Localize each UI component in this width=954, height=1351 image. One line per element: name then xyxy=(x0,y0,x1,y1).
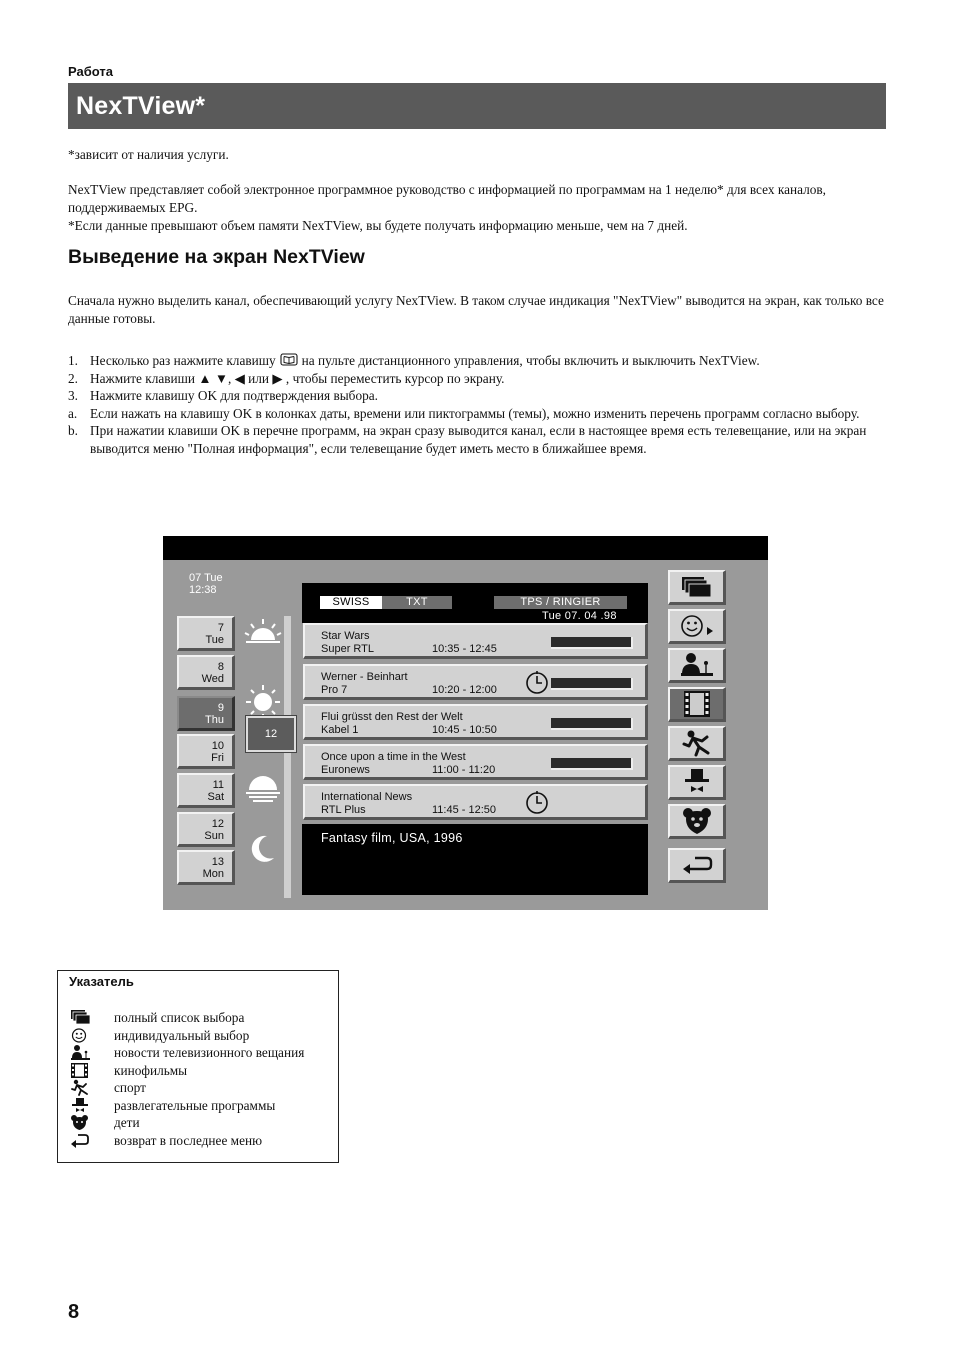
tab-provider[interactable]: TPS / RINGIER xyxy=(494,596,627,609)
sunset-icon[interactable] xyxy=(243,774,283,806)
step-2: 2. Нажмите клавиши ▲ ▼, ◀ или ▶ , чтобы переместить курсор по экрану. xyxy=(68,370,505,386)
magician-hat-icon xyxy=(70,1097,92,1114)
programme-row[interactable]: Star Wars Super RTL 10:35 - 12:45 xyxy=(303,623,648,659)
category-children[interactable] xyxy=(668,804,726,839)
legend-box xyxy=(57,970,339,1163)
progress-bar xyxy=(551,678,633,690)
steps-list xyxy=(68,352,886,457)
legend-item: возврат в последнее меню xyxy=(58,1132,338,1150)
legend-item: спорт xyxy=(58,1079,338,1097)
time-scrollbar[interactable] xyxy=(284,616,291,898)
current-clock: 07 Tue 12:38 xyxy=(189,572,223,596)
page-number: 8 xyxy=(68,1301,80,1323)
category-news[interactable] xyxy=(668,648,726,683)
category-entertainment[interactable] xyxy=(668,765,726,800)
screen-top-bar xyxy=(163,536,768,560)
header-date: Tue 07. 04 .98 xyxy=(542,610,617,622)
legend-item: новости телевизионного вещания xyxy=(58,1044,338,1062)
legend-item: кинофильмы xyxy=(58,1062,338,1080)
timer-clock-icon xyxy=(525,791,549,815)
programme-row[interactable]: Flui grüsst den Rest der Welt Kabel 1 10:45 - 10:50 xyxy=(303,704,648,740)
programme-list-header xyxy=(302,583,648,623)
news-presenter-icon xyxy=(680,652,714,678)
sun-icon[interactable] xyxy=(243,684,283,720)
substep-a: a. Если нажать на клавишу OK в колонках даты, времени или пиктограммы (темы), можно изменить перечень программ согласно выбору. xyxy=(68,405,860,421)
intro-note: *зависит от наличия услуги. xyxy=(68,147,229,162)
smiley-icon xyxy=(679,613,715,639)
day-button-8[interactable]: 8 Wed xyxy=(177,655,235,690)
substep-b: b. При нажатии клавиши OK в перечне программ, на экран сразу выводится канал, если в настоящее время есть телевещание, или на экран выводится меню "Полная информация", если телевещание будет иметь место в ближайшее время. xyxy=(68,423,867,456)
progress-bar xyxy=(551,758,633,770)
legend-item: развлегательные программы xyxy=(58,1097,338,1115)
sunrise-icon[interactable] xyxy=(243,618,283,644)
category-movies[interactable] xyxy=(668,687,726,722)
day-button-10[interactable]: 10 Fri xyxy=(177,734,235,769)
section-label: Работа xyxy=(68,64,113,79)
time-selector[interactable]: 12 xyxy=(246,716,296,752)
full-list-icon xyxy=(70,1009,92,1026)
programme-row[interactable]: Werner - Beinhart Pro 7 10:20 - 12:00 xyxy=(303,664,648,700)
return-arrow-icon xyxy=(681,854,713,876)
legend-item: индивидуальный выбор xyxy=(58,1027,338,1045)
film-icon xyxy=(682,690,712,718)
full-list-icon xyxy=(681,576,713,598)
sport-runner-icon xyxy=(682,729,712,757)
day-button-7[interactable]: 7 Tue xyxy=(177,616,235,651)
progress-bar xyxy=(551,637,633,649)
news-presenter-icon xyxy=(70,1044,92,1061)
back-button[interactable] xyxy=(668,848,726,883)
nextview-screen xyxy=(163,536,768,910)
tab-txt[interactable]: TXT xyxy=(382,596,452,609)
intro-description: NexTView представляет собой электронное программное руководство с информацией по программам на 1 неделю* для всех каналов, поддерживаемых EPG. xyxy=(68,182,827,215)
category-sport[interactable] xyxy=(668,726,726,761)
legend-item: полный список выбора xyxy=(58,1009,338,1027)
day-button-13[interactable]: 13 Mon xyxy=(177,850,235,885)
category-full-list[interactable] xyxy=(668,570,726,605)
teddy-bear-icon xyxy=(682,807,712,835)
programme-row[interactable]: Once upon a time in the West Euronews 11:00 - 11:20 xyxy=(303,744,648,780)
section-heading: Выведение на экран NexTView xyxy=(68,246,365,268)
programme-description: Fantasy film, USA, 1996 xyxy=(302,824,648,895)
day-button-12[interactable]: 12 Sun xyxy=(177,812,235,847)
legend-item: дети xyxy=(58,1114,338,1132)
film-icon xyxy=(70,1062,92,1079)
sport-runner-icon xyxy=(70,1079,92,1096)
legend-title: Указатель xyxy=(69,974,134,989)
intro-memory-note: *Если данные превышают объем памяти NexTView, вы будете получать информацию меньше, чем на 7 дней. xyxy=(68,218,688,233)
programme-row[interactable]: International News RTL Plus 11:45 - 12:50 xyxy=(303,784,648,820)
day-button-9[interactable]: 9 Thu xyxy=(177,696,235,731)
tab-swiss[interactable]: SWISS xyxy=(320,596,382,609)
return-arrow-icon xyxy=(70,1132,92,1149)
title-bar xyxy=(68,83,886,129)
page-title: NexTView* xyxy=(76,92,206,120)
moon-icon[interactable] xyxy=(243,832,283,866)
section-paragraph: Сначала нужно выделить канал, обеспечивающий услугу NexTView. В таком случае индикация "NexTView" выводится на экран, как только все данные готовы. xyxy=(68,293,884,326)
step-1: 1. Несколько раз нажмите клавишу на пульте дистанционного управления, чтобы включить и выключить NexTView. xyxy=(68,353,760,368)
progress-bar xyxy=(551,718,633,730)
teddy-bear-icon xyxy=(70,1114,92,1131)
nextview-remote-key-icon xyxy=(280,353,298,366)
category-individual[interactable] xyxy=(668,609,726,644)
smiley-icon xyxy=(70,1027,92,1044)
magician-hat-icon xyxy=(682,768,712,796)
timer-clock-icon xyxy=(525,671,549,695)
day-button-11[interactable]: 11 Sat xyxy=(177,773,235,808)
step-3: 3. Нажмите клавишу OK для подтверждения выбора. xyxy=(68,388,378,403)
